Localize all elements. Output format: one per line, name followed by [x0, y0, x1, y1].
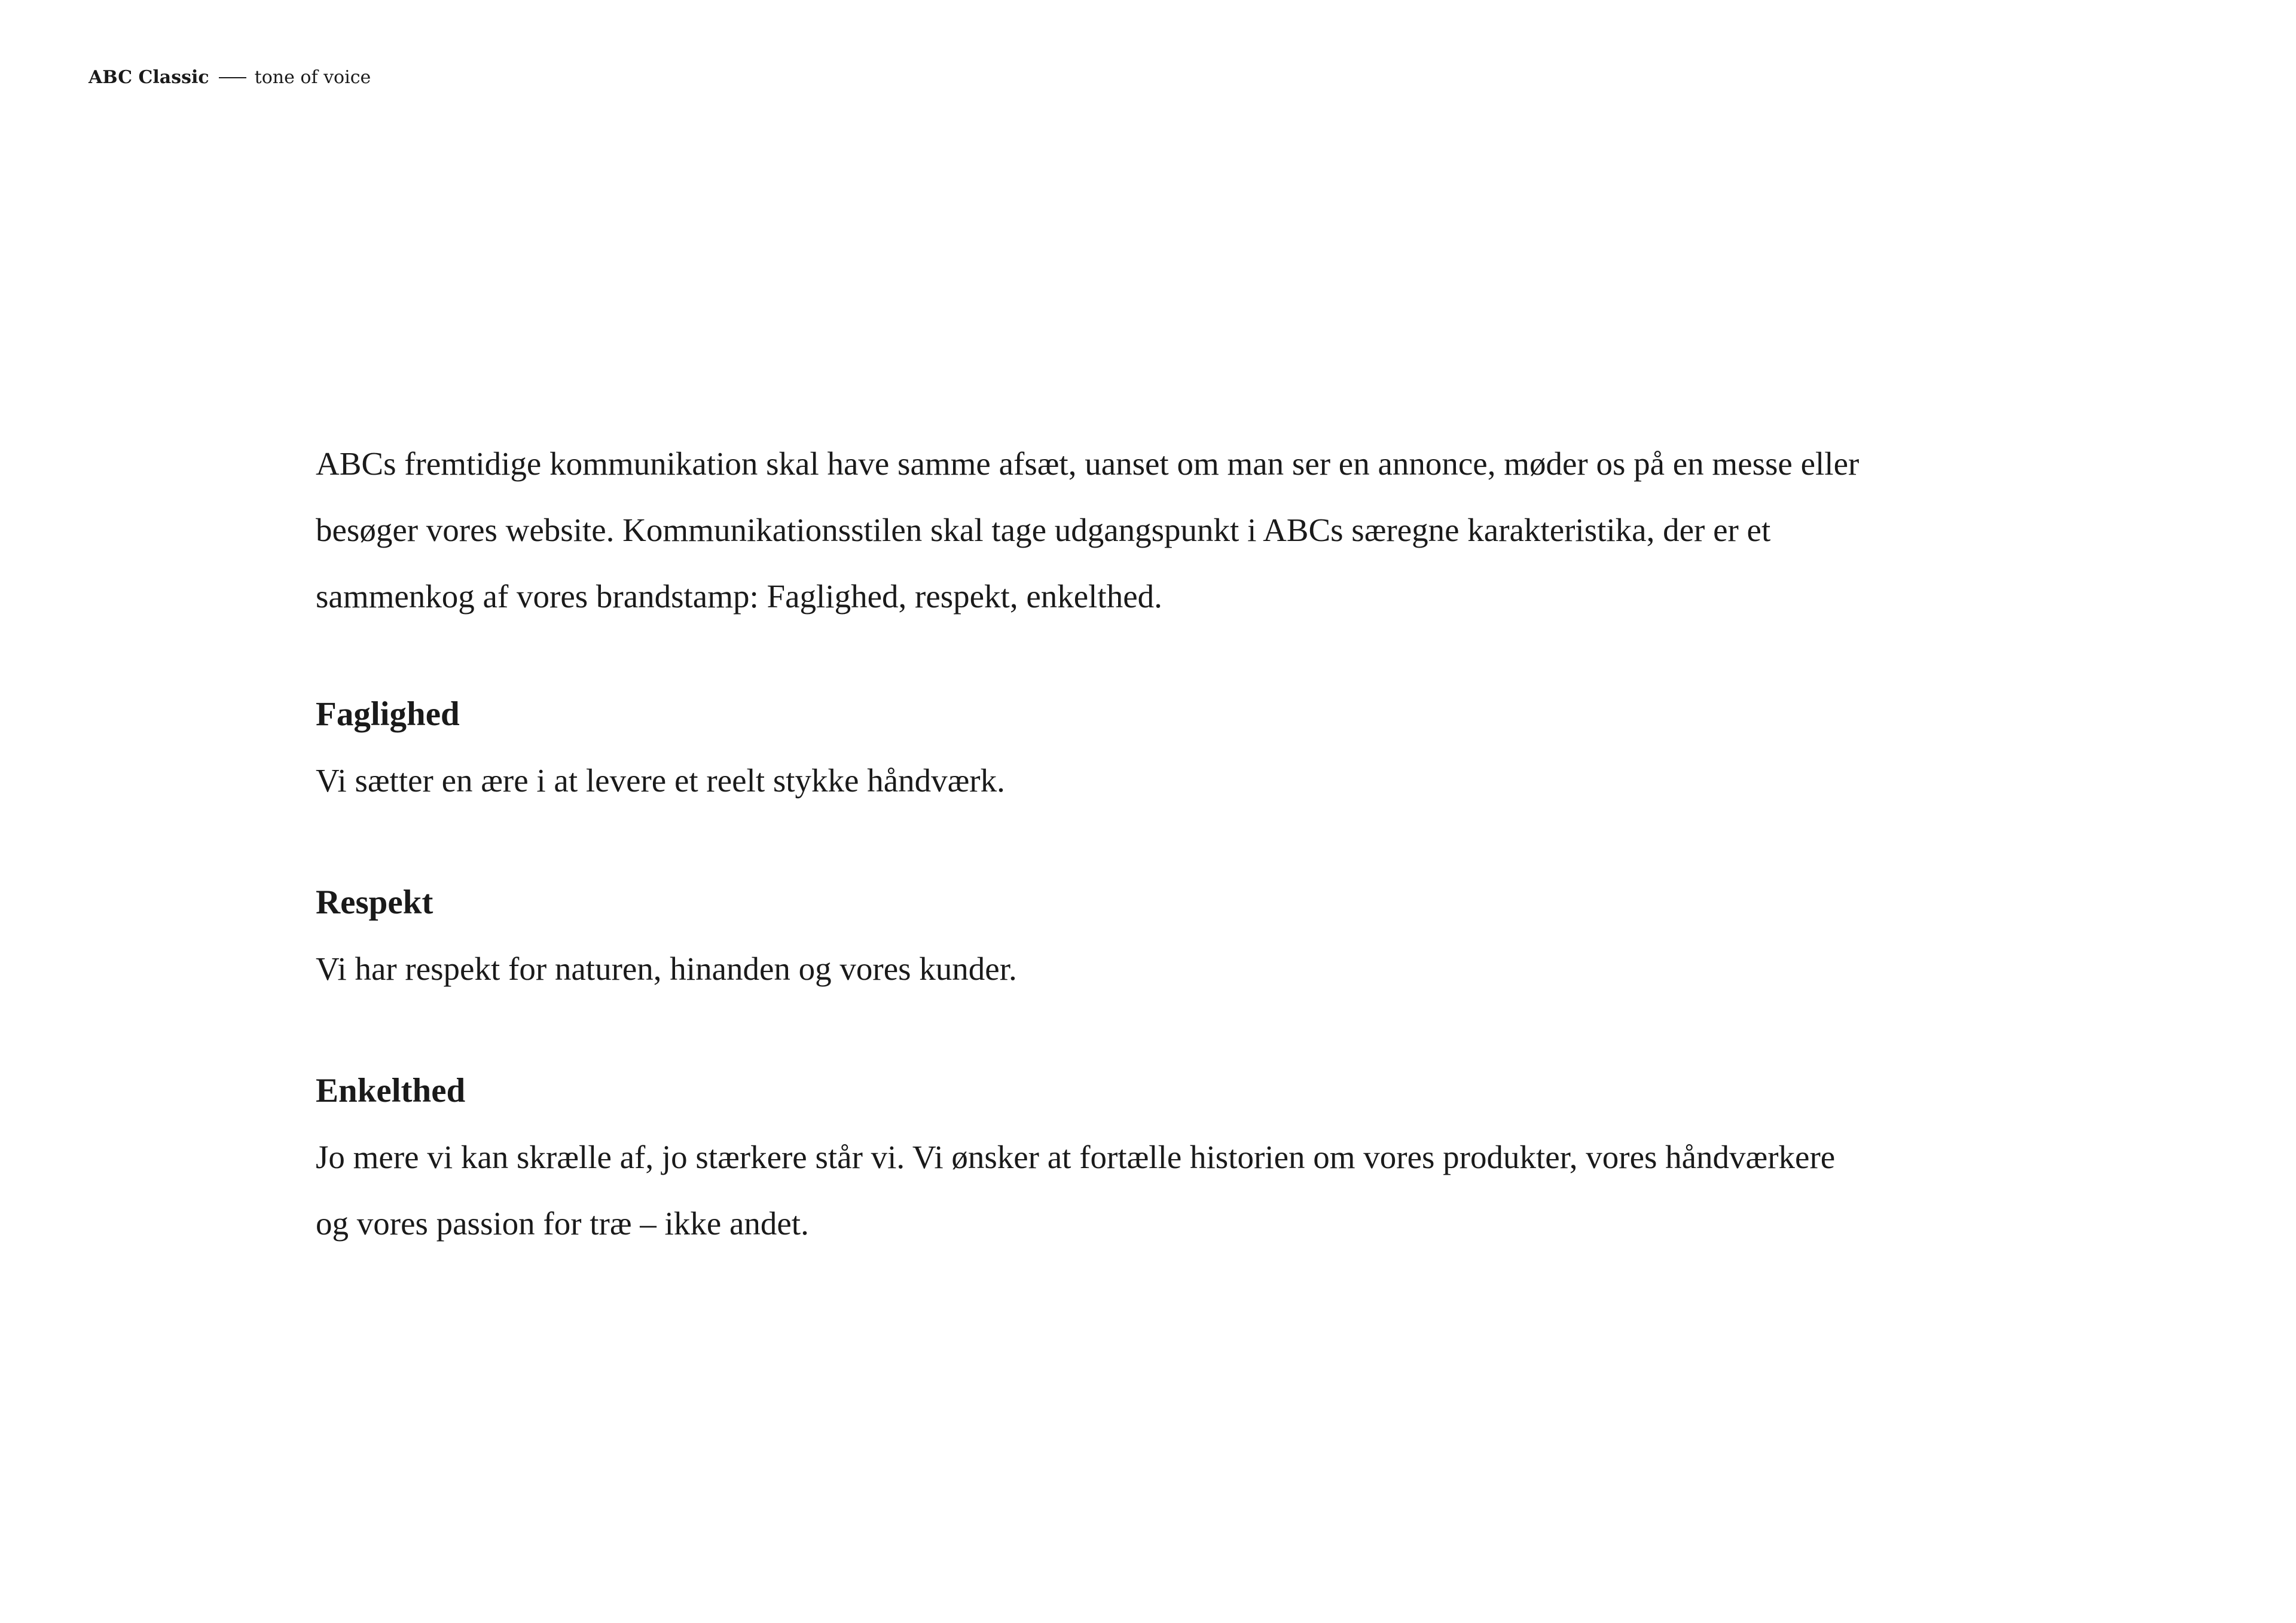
section-heading: Respekt [316, 884, 433, 921]
section-heading: Faglighed [316, 695, 460, 733]
section-body: Vi sætter en ære i at levere et reelt stykke håndværk. [316, 762, 1005, 799]
main-content [316, 430, 1870, 1312]
section-body: Vi har respekt for naturen, hinanden og vores kunder. [316, 950, 1017, 987]
intro-paragraph: ABCs fremtidige kommunikation skal have samme afsæt, uanset om man ser en annonce, møder os på en messe eller besøger vores website. Kommunikationsstilen skal tage udgangspunkt i ABCs særegne karakteristika, der er et sammenkog af vores brandstamp: Faglighed, respekt, enkelthed. [316, 445, 1860, 615]
section-respekt [316, 869, 1870, 1002]
section-body: Jo mere vi kan skrælle af, jo stærkere står vi. Vi ønsker at fortælle historien om vores produkter, vores håndværkere og vores passion for træ – ikke andet. [316, 1139, 1836, 1242]
section-heading: Enkelthed [316, 1072, 466, 1109]
page-header [88, 66, 371, 90]
document-subtitle: tone of voice [254, 67, 371, 88]
section-enkelthed [316, 1057, 1870, 1257]
brand-name: ABC Classic [88, 67, 209, 88]
section-faglighed [316, 681, 1870, 814]
header-divider [219, 77, 246, 78]
